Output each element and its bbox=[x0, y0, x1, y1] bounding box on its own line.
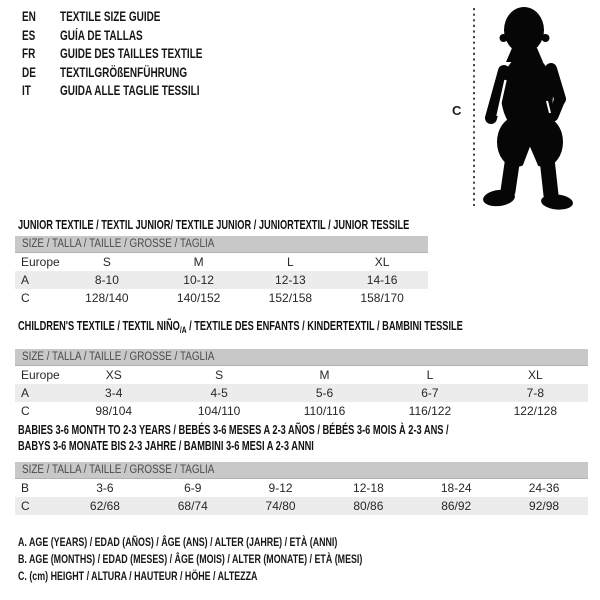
size-cell: 74/80 bbox=[265, 499, 296, 513]
size-cell: S bbox=[215, 368, 224, 382]
size-cell: 8-10 bbox=[94, 273, 119, 287]
size-cell: 4-5 bbox=[210, 386, 228, 400]
row-label: A bbox=[21, 273, 30, 287]
size-cell: 14-16 bbox=[366, 273, 398, 287]
language-code: EN bbox=[22, 9, 36, 24]
row-label: C bbox=[21, 499, 30, 513]
size-cell: 116/122 bbox=[408, 404, 452, 418]
size-cell: 3-4 bbox=[105, 386, 123, 400]
footnote-a: A. AGE (YEARS) / EDAD (AÑOS) / ÂGE (ANS) / ALTER (JAHRE) / ETÀ (ANNI) bbox=[18, 535, 338, 549]
size-cell: 158/170 bbox=[360, 291, 404, 305]
footnote-c: C. (cm) HEIGHT / ALTURA / HAUTEUR / HÖHE / ALTEZZA bbox=[18, 569, 258, 583]
table-row bbox=[15, 402, 588, 420]
size-cell: L bbox=[426, 368, 434, 382]
junior-size-table bbox=[15, 236, 428, 307]
row-label: Europe bbox=[21, 255, 60, 269]
size-cell: S bbox=[102, 255, 111, 269]
size-cell: M bbox=[193, 255, 204, 269]
size-cell: XS bbox=[105, 368, 122, 382]
size-header-bar: SIZE / TALLA / TAILLE / GRÖSSE / TAGLIA bbox=[15, 236, 428, 253]
language-code: IT bbox=[22, 83, 31, 99]
size-cell: 140/152 bbox=[176, 291, 221, 305]
size-cell: XL bbox=[527, 368, 543, 382]
table-row bbox=[15, 479, 588, 497]
baby-figure bbox=[491, 7, 563, 167]
size-cell: 12-13 bbox=[275, 273, 306, 287]
size-cell: 86/92 bbox=[441, 499, 472, 513]
size-cell: 110/116 bbox=[303, 404, 346, 418]
baby-silhouette bbox=[440, 0, 600, 215]
size-cell: 68/74 bbox=[177, 499, 208, 513]
row-label: B bbox=[21, 481, 30, 495]
language-code: ES bbox=[22, 27, 36, 43]
size-cell: 80/86 bbox=[353, 499, 384, 513]
size-header-bar: SIZE / TALLA / TAILLE / GRÖSSE / TAGLIA bbox=[15, 462, 588, 479]
table-row bbox=[15, 271, 428, 289]
size-cell: 152/158 bbox=[268, 291, 313, 305]
language-row bbox=[22, 27, 253, 46]
language-row bbox=[22, 8, 253, 27]
language-list bbox=[22, 8, 253, 101]
size-cell: 18-24 bbox=[440, 481, 472, 495]
language-code: DE bbox=[22, 64, 36, 80]
size-cell: 24-36 bbox=[528, 481, 560, 495]
size-cell: 9-12 bbox=[268, 481, 293, 495]
language-code: FR bbox=[22, 46, 36, 62]
size-cell: 5-6 bbox=[315, 386, 334, 400]
size-cell: 92/98 bbox=[529, 499, 560, 513]
footnotes bbox=[18, 534, 483, 585]
babies-size-table bbox=[15, 462, 588, 515]
table-row bbox=[15, 289, 428, 307]
language-title: GUIDE DES TAILLES TEXTILE bbox=[60, 46, 203, 62]
size-cell: L bbox=[287, 255, 294, 269]
size-header-bar: SIZE / TALLA / TAILLE / GRÖSSE / TAGLIA bbox=[15, 349, 588, 366]
junior-section-title: JUNIOR TEXTILE / TEXTIL JUNIOR/ TEXTILE JUNIOR / JUNIORTEXTIL / JUNIOR TESSILE bbox=[18, 218, 410, 232]
footnote-b: B. AGE (MONTHS) / EDAD (MESES) / ÂGE (MOIS) / ALTER (MONATE) / ETÀ (MESI) bbox=[18, 552, 363, 566]
size-cell: 104/110 bbox=[197, 404, 241, 418]
babies-section-title: BABIES 3-6 MONTH TO 2-3 YEARS / BEBÉS 3-6 MESES A 2-3 AÑOS / BÉBÉS 3-6 MOIS À 2-3 ANS / BABYS 3-6 MONATE BIS 2-3 JAHRE / BAMBINI 3-6 MESI A 2-3 ANNI bbox=[18, 423, 449, 453]
height-measure-label: C bbox=[452, 103, 462, 118]
table-row bbox=[15, 253, 428, 271]
language-row bbox=[22, 82, 253, 101]
language-title: GUÍA DE TALLAS bbox=[60, 27, 143, 43]
language-title: GUIDA ALLE TAGLIE TESSILI bbox=[60, 83, 200, 99]
row-label: C bbox=[21, 291, 30, 305]
size-cell: 3-6 bbox=[96, 481, 114, 495]
size-cell: M bbox=[319, 368, 330, 382]
language-title: TEXTILE SIZE GUIDE bbox=[60, 9, 161, 24]
size-cell: XL bbox=[374, 255, 390, 269]
table-row bbox=[15, 366, 588, 384]
row-label: Europe bbox=[21, 368, 60, 382]
row-label: C bbox=[21, 404, 30, 418]
size-cell: 7-8 bbox=[526, 386, 544, 400]
size-cell: 6-7 bbox=[421, 386, 439, 400]
nino-a-subscript: /A bbox=[179, 325, 187, 335]
size-cell: 12-18 bbox=[353, 481, 384, 495]
size-cell: 128/140 bbox=[85, 291, 129, 305]
size-cell: 6-9 bbox=[184, 481, 202, 495]
children-section-title: CHILDREN'S TEXTILE / TEXTIL $NIÑO_{/A}$ / TEXTILE DES ENFANTS / KINDERTEXTIL / BAMBINI TESSILE bbox=[18, 319, 463, 335]
table-row bbox=[15, 497, 588, 515]
table-row bbox=[15, 384, 588, 402]
row-label: A bbox=[21, 386, 30, 400]
language-row bbox=[22, 64, 253, 83]
language-row bbox=[22, 45, 253, 64]
size-cell: 122/128 bbox=[513, 404, 558, 418]
size-cell: 98/104 bbox=[95, 404, 133, 418]
language-title: TEXTILGRÖßENFÜHRUNG bbox=[60, 64, 188, 80]
size-cell: 10-12 bbox=[183, 273, 214, 287]
children-size-table bbox=[15, 349, 588, 420]
size-cell: 62/68 bbox=[89, 499, 120, 513]
